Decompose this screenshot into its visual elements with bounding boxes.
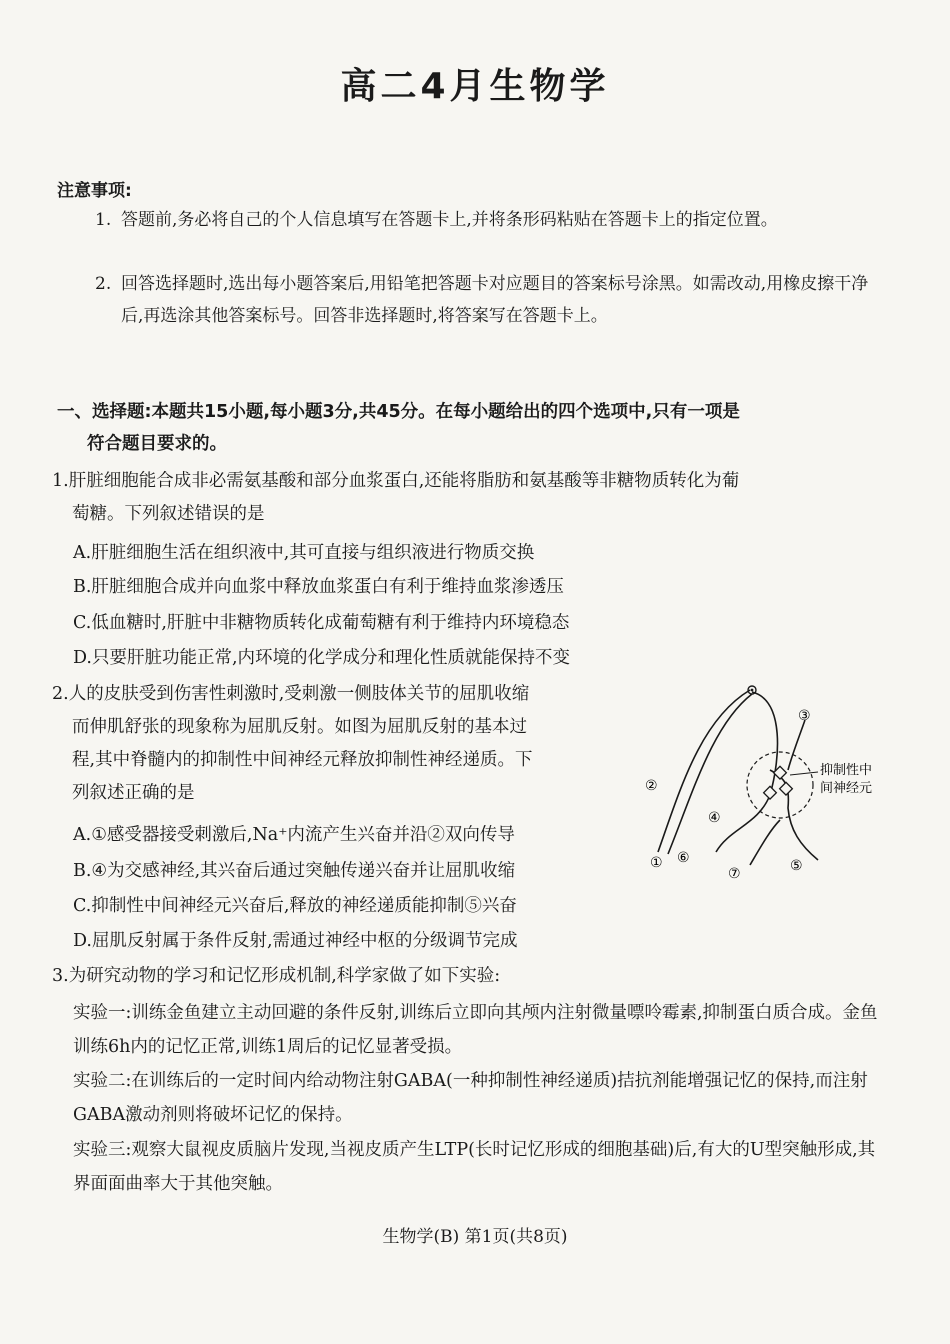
notice-item-number: 2. xyxy=(95,274,112,294)
label-interneuron-line1: 抑制性中 xyxy=(820,763,873,778)
notice-item-text: 回答选择题时,选出每小题答案后,用铅笔把答题卡对应题目的答案标号涂黑。如需改动,用橡皮擦干净后,再选涂其他答案标号。回答非选择题时,将答案写在答题卡上。 xyxy=(121,274,869,326)
question-1-option-c: C.低血糖时,肝脏中非糖物质转化成葡萄糖有利于维持内环境稳态 xyxy=(73,613,570,633)
label-2: ② xyxy=(645,778,658,794)
question-3-stem xyxy=(52,960,890,993)
label-6: ⑥ xyxy=(677,850,690,866)
label-5: ⑤ xyxy=(790,858,803,874)
question-2-stem-line3: 程,其中脊髓内的抑制性中间神经元释放抑制性神经递质。下 xyxy=(72,750,533,770)
page-footer: 生物学(B) 第1页(共8页) xyxy=(382,1227,568,1247)
notice-item-1 xyxy=(95,204,890,236)
page-title: 高二4月生物学 xyxy=(340,66,610,107)
reflex-arc-diagram xyxy=(640,680,900,890)
notice-item-2 xyxy=(95,268,890,332)
receptor-dot-icon xyxy=(751,689,754,692)
interneuron-icon xyxy=(764,786,777,799)
reflex-arc-lines xyxy=(658,690,818,865)
notice-item-text: 答题前,务必将自己的个人信息填写在答题卡上,并将条形码粘贴在答题卡上的指定位置。 xyxy=(121,210,778,230)
question-3-experiment-2: 实验二:在训练后的一定时间内给动物注射GABA(一种抑制性神经递质)拮抗剂能增强记忆的保持,而注射GABA激动剂则将破坏记忆的保持。 xyxy=(73,1071,868,1125)
label-3: ③ xyxy=(798,708,811,724)
question-1-option-b: B.肝脏细胞合成并向血浆中释放血浆蛋白有利于维持血浆渗透压 xyxy=(73,577,564,597)
interneuron-icon xyxy=(780,782,793,795)
question-2-stem-line4: 列叙述正确的是 xyxy=(72,783,195,803)
nerve-path-from-3 xyxy=(788,720,805,770)
question-1-option-d: D.只要肝脏功能正常,内环境的化学成分和理化性质就能保持不变 xyxy=(73,648,571,668)
question-3-experiment-1: 实验一:训练金鱼建立主动回避的条件反射,训练后立即向其颅内注射微量嘌呤霉素,抑制蛋白质合成。金鱼训练6h内的记忆正常,训练1周后的记忆显著受损。 xyxy=(73,1003,878,1057)
section-heading-line2: 符合题目要求的。 xyxy=(87,434,227,454)
nerve-path-afferent-inner xyxy=(668,694,752,854)
notice-item-number: 1. xyxy=(95,210,112,230)
question-1-stem xyxy=(52,465,890,531)
question-2-stem-line1: 2.人的皮肤受到伤害性刺激时,受刺激一侧肢体关节的屈肌收缩 xyxy=(52,684,530,704)
question-1-stem-line1: 1.肝脏细胞能合成非必需氨基酸和部分血浆蛋白,还能将脂肪和氨基酸等非糖物质转化为葡 xyxy=(52,471,740,491)
nerve-path-to-7 xyxy=(750,820,780,865)
question-2-option-a: A.①感受器接受刺激后,Na⁺内流产生兴奋并沿②双向传导 xyxy=(73,825,515,845)
spinal-cord-region xyxy=(747,752,813,818)
question-3-experiment-3: 实验三:观察大鼠视皮质脑片发现,当视皮质产生LTP(长时记忆形成的细胞基础)后,有大的U型突触形成,其界面面曲率大于其他突触。 xyxy=(73,1140,876,1194)
label-1: ① xyxy=(650,855,663,871)
label-7: ⑦ xyxy=(728,866,741,882)
question-2-stem xyxy=(52,678,652,810)
section-heading-line1: 一、选择题:本题共15小题,每小题3分,共45分。在每小题给出的四个选项中,只有一项是 xyxy=(57,402,740,422)
question-1-option-a: A.肝脏细胞生活在组织液中,其可直接与组织液进行物质交换 xyxy=(73,543,535,563)
notice-heading: 注意事项: xyxy=(57,181,132,201)
question-2-option-c: C.抑制性中间神经元兴奋后,释放的神经递质能抑制⑤兴奋 xyxy=(73,896,517,916)
question-3-stem-line: 3.为研究动物的学习和记忆形成机制,科学家做了如下实验: xyxy=(52,966,501,986)
question-1-stem-line2: 萄糖。下列叙述错误的是 xyxy=(72,504,265,524)
label-4: ④ xyxy=(708,810,721,826)
question-2-stem-line2: 而伸肌舒张的现象称为屈肌反射。如图为屈肌反射的基本过 xyxy=(72,717,527,737)
label-pointer xyxy=(790,772,818,775)
section-heading xyxy=(57,396,892,460)
question-2-option-b: B.④为交感神经,其兴奋后通过突触传递兴奋并让屈肌收缩 xyxy=(73,861,516,881)
label-interneuron-line2: 间神经元 xyxy=(820,781,873,796)
nerve-path-efferent xyxy=(716,692,778,852)
nerve-path-afferent xyxy=(658,690,750,852)
question-2-option-d: D.屈肌反射属于条件反射,需通过神经中枢的分级调节完成 xyxy=(73,931,518,951)
